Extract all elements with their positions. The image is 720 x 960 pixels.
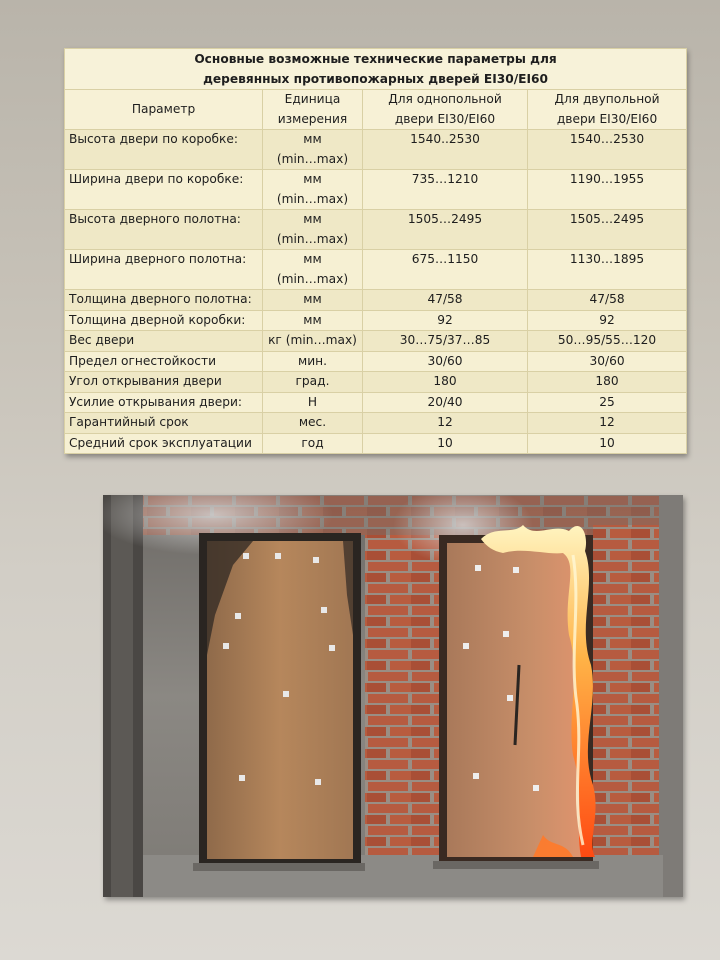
header-double-line1: Для двупольной	[554, 92, 660, 106]
table-row	[65, 210, 687, 250]
header-unit-line2: измерения	[277, 111, 348, 126]
row-single-value: 180	[363, 372, 528, 393]
header-single-line1: Для однопольной	[388, 92, 502, 106]
row-single-value: 10	[363, 433, 528, 454]
table-row	[65, 170, 687, 210]
row-unit-line1: мм	[303, 212, 322, 226]
row-unit-line2: (min…max)	[276, 231, 349, 246]
table-row	[65, 413, 687, 434]
table-row	[65, 392, 687, 413]
row-param: Предел огнестойкости	[65, 351, 263, 372]
table-title	[65, 49, 687, 90]
row-single-value: 20/40	[363, 392, 528, 413]
row-param: Вес двери	[65, 331, 263, 352]
row-unit: кг (min…max)	[263, 331, 363, 352]
header-double-door	[528, 90, 687, 130]
header-unit-line1: Единица	[284, 92, 341, 106]
row-unit-line2: (min…max)	[276, 151, 349, 166]
row-unit-line1: мм	[303, 172, 322, 186]
table-title-line2: деревянных противопожарных дверей EI30/EI60	[203, 71, 548, 86]
row-double-value: 1190…1955	[528, 170, 687, 210]
row-unit: Н	[263, 392, 363, 413]
row-single-value: 92	[363, 310, 528, 331]
row-double-value: 10	[528, 433, 687, 454]
header-double-line2: двери EI30/EI60	[556, 111, 658, 126]
row-unit	[263, 130, 363, 170]
row-param: Толщина дверной коробки:	[65, 310, 263, 331]
row-double-value: 180	[528, 372, 687, 393]
row-double-value: 12	[528, 413, 687, 434]
header-single-door	[363, 90, 528, 130]
row-double-value: 25	[528, 392, 687, 413]
row-double-value: 1540…2530	[528, 130, 687, 170]
row-param: Высота двери по коробке:	[65, 130, 263, 170]
table-row	[65, 290, 687, 311]
row-param: Ширина дверного полотна:	[65, 250, 263, 290]
table-row	[65, 433, 687, 454]
row-param: Средний срок эксплуатации	[65, 433, 263, 454]
row-double-value: 1130…1895	[528, 250, 687, 290]
table-row	[65, 250, 687, 290]
header-unit	[263, 90, 363, 130]
row-unit-line2: (min…max)	[276, 271, 349, 286]
row-unit: год	[263, 433, 363, 454]
row-single-value: 30…75/37…85	[363, 331, 528, 352]
fire-test-illustration	[103, 495, 683, 897]
table-title-line1: Основные возможные технические параметры для	[194, 52, 557, 66]
row-unit	[263, 170, 363, 210]
table-row	[65, 310, 687, 331]
row-single-value: 47/58	[363, 290, 528, 311]
header-single-line2: двери EI30/EI60	[394, 111, 496, 126]
row-unit: град.	[263, 372, 363, 393]
row-unit	[263, 250, 363, 290]
row-unit: мм	[263, 290, 363, 311]
row-unit-line1: мм	[303, 132, 322, 146]
table-row	[65, 130, 687, 170]
row-param: Угол открывания двери	[65, 372, 263, 393]
table-row	[65, 372, 687, 393]
row-double-value: 50…95/55…120	[528, 331, 687, 352]
row-double-value: 1505…2495	[528, 210, 687, 250]
parameters-table-panel	[64, 48, 686, 454]
row-unit-line1: мм	[303, 252, 322, 266]
fire-test-photo	[103, 495, 683, 897]
row-unit: мес.	[263, 413, 363, 434]
row-param: Ширина двери по коробке:	[65, 170, 263, 210]
row-unit: мм	[263, 310, 363, 331]
row-param: Толщина дверного полотна:	[65, 290, 263, 311]
row-double-value: 30/60	[528, 351, 687, 372]
row-unit: мин.	[263, 351, 363, 372]
row-param: Усилие открывания двери:	[65, 392, 263, 413]
parameters-table	[64, 48, 687, 454]
row-double-value: 47/58	[528, 290, 687, 311]
row-unit	[263, 210, 363, 250]
row-single-value: 1540..2530	[363, 130, 528, 170]
row-single-value: 30/60	[363, 351, 528, 372]
row-param: Гарантийный срок	[65, 413, 263, 434]
row-single-value: 1505…2495	[363, 210, 528, 250]
row-double-value: 92	[528, 310, 687, 331]
header-param: Параметр	[65, 90, 263, 130]
row-single-value: 735…1210	[363, 170, 528, 210]
table-row	[65, 351, 687, 372]
row-single-value: 675…1150	[363, 250, 528, 290]
row-param: Высота дверного полотна:	[65, 210, 263, 250]
table-row	[65, 331, 687, 352]
row-single-value: 12	[363, 413, 528, 434]
row-unit-line2: (min…max)	[276, 191, 349, 206]
